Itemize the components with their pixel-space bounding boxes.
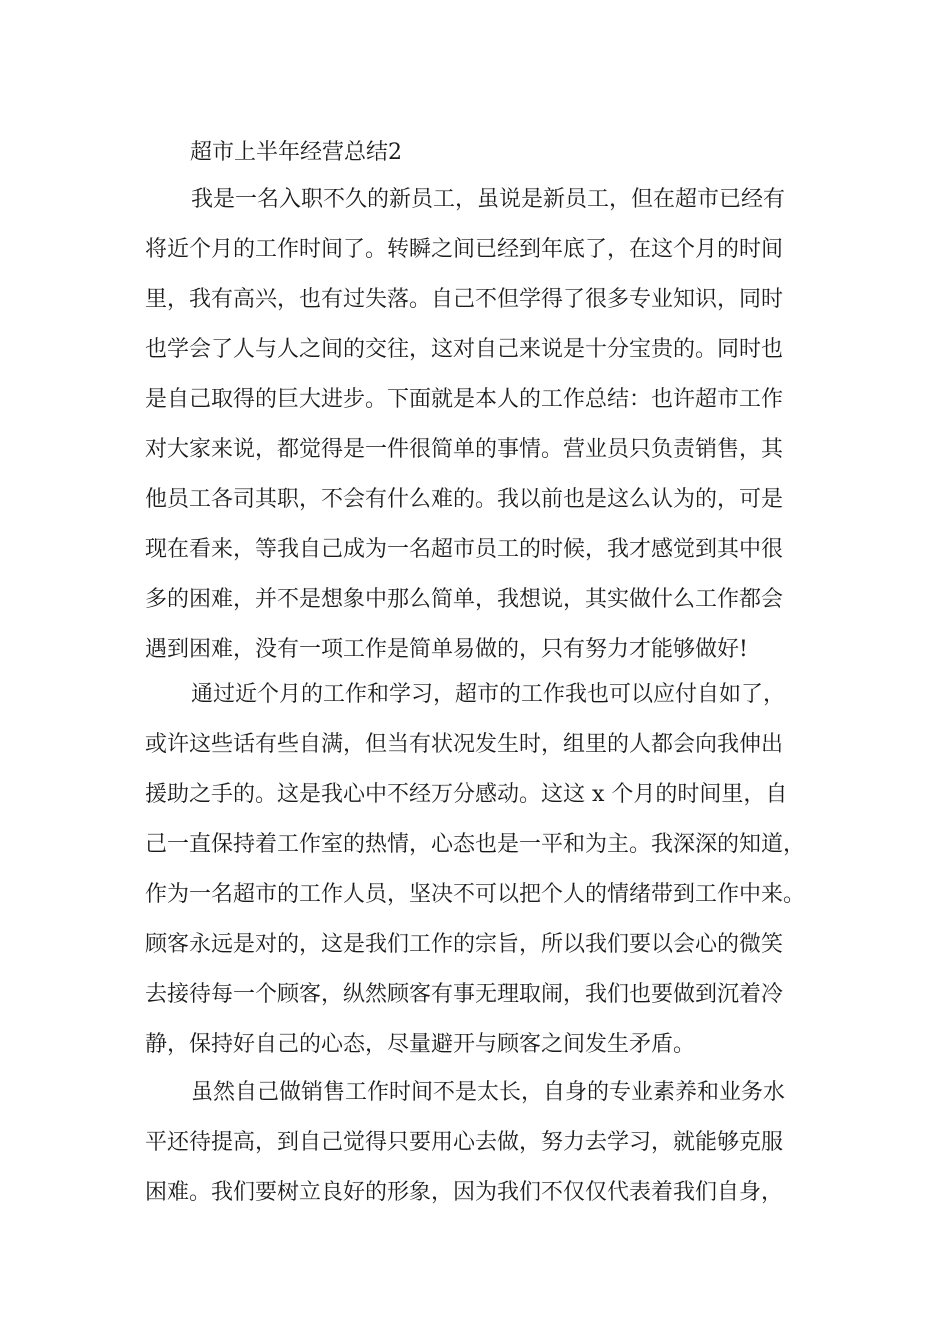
text-line: 将近个月的工作时间了。转瞬之间已经到年底了，在这个月的时间 [145,237,784,262]
text-line: 我是一名入职不久的新员工，虽说是新员工，但在超市已经有 [191,187,786,212]
text-line: 遇到困难，没有一项工作是简单易做的，只有努力才能够做好! [145,637,748,662]
text-line: 困难。我们要树立良好的形象，因为我们不仅仅代表着我们自身， [145,1180,784,1205]
text-line: 己一直保持着工作室的热情，心态也是一平和为主。我深深的知道， [145,832,806,857]
text-line: 多的困难，并不是想象中那么简单，我想说，其实做什么工作都会 [145,587,784,612]
text-line: 虽然自己做销售工作时间不是太长，自身的专业素养和业务水 [191,1080,786,1105]
text-line: 或许这些话有些自满，但当有状况发生时，组里的人都会向我伸出 [145,732,784,757]
text-line: 他员工各司其职，不会有什么难的。我以前也是这么认为的，可是 [145,487,784,512]
paragraph-3 [145,1068,825,1218]
text-line: 援助之手的。这是我心中不经万分感动。这这 x 个月的时间里，自 [145,782,788,807]
paragraph-2 [145,670,825,1070]
text-line: 是自己取得的巨大进步。下面就是本人的工作总结：也许超市工作 [145,387,784,412]
text-line: 去接待每一个顾客，纵然顾客有事无理取闹，我们也要做到沉着冷 [145,982,784,1007]
text-line: 作为一名超市的工作人员，坚决不可以把个人的情绪带到工作中来。 [145,882,806,907]
text-line: 通过近个月的工作和学习，超市的工作我也可以应付自如了， [191,682,786,707]
text-line: 现在看来，等我自己成为一名超市员工的时候，我才感觉到其中很 [145,537,784,562]
paragraph-1 [145,175,825,675]
text-line: 静，保持好自己的心态，尽量避开与顾客之间发生矛盾。 [145,1032,696,1057]
text-line: 平还待提高，到自己觉得只要用心去做，努力去学习，就能够克服 [145,1130,784,1155]
text-line: 也学会了人与人之间的交往，这对自己来说是十分宝贵的。同时也 [145,337,784,362]
text-line: 顾客永远是对的，这是我们工作的宗旨，所以我们要以会心的微笑 [145,932,784,957]
text-line: 对大家来说，都觉得是一件很简单的事情。营业员只负责销售，其 [145,437,784,462]
text-line: 里，我有高兴，也有过失落。自己不但学得了很多专业知识，同时 [145,287,784,312]
document-title: 超市上半年经营总结2 [190,140,402,165]
